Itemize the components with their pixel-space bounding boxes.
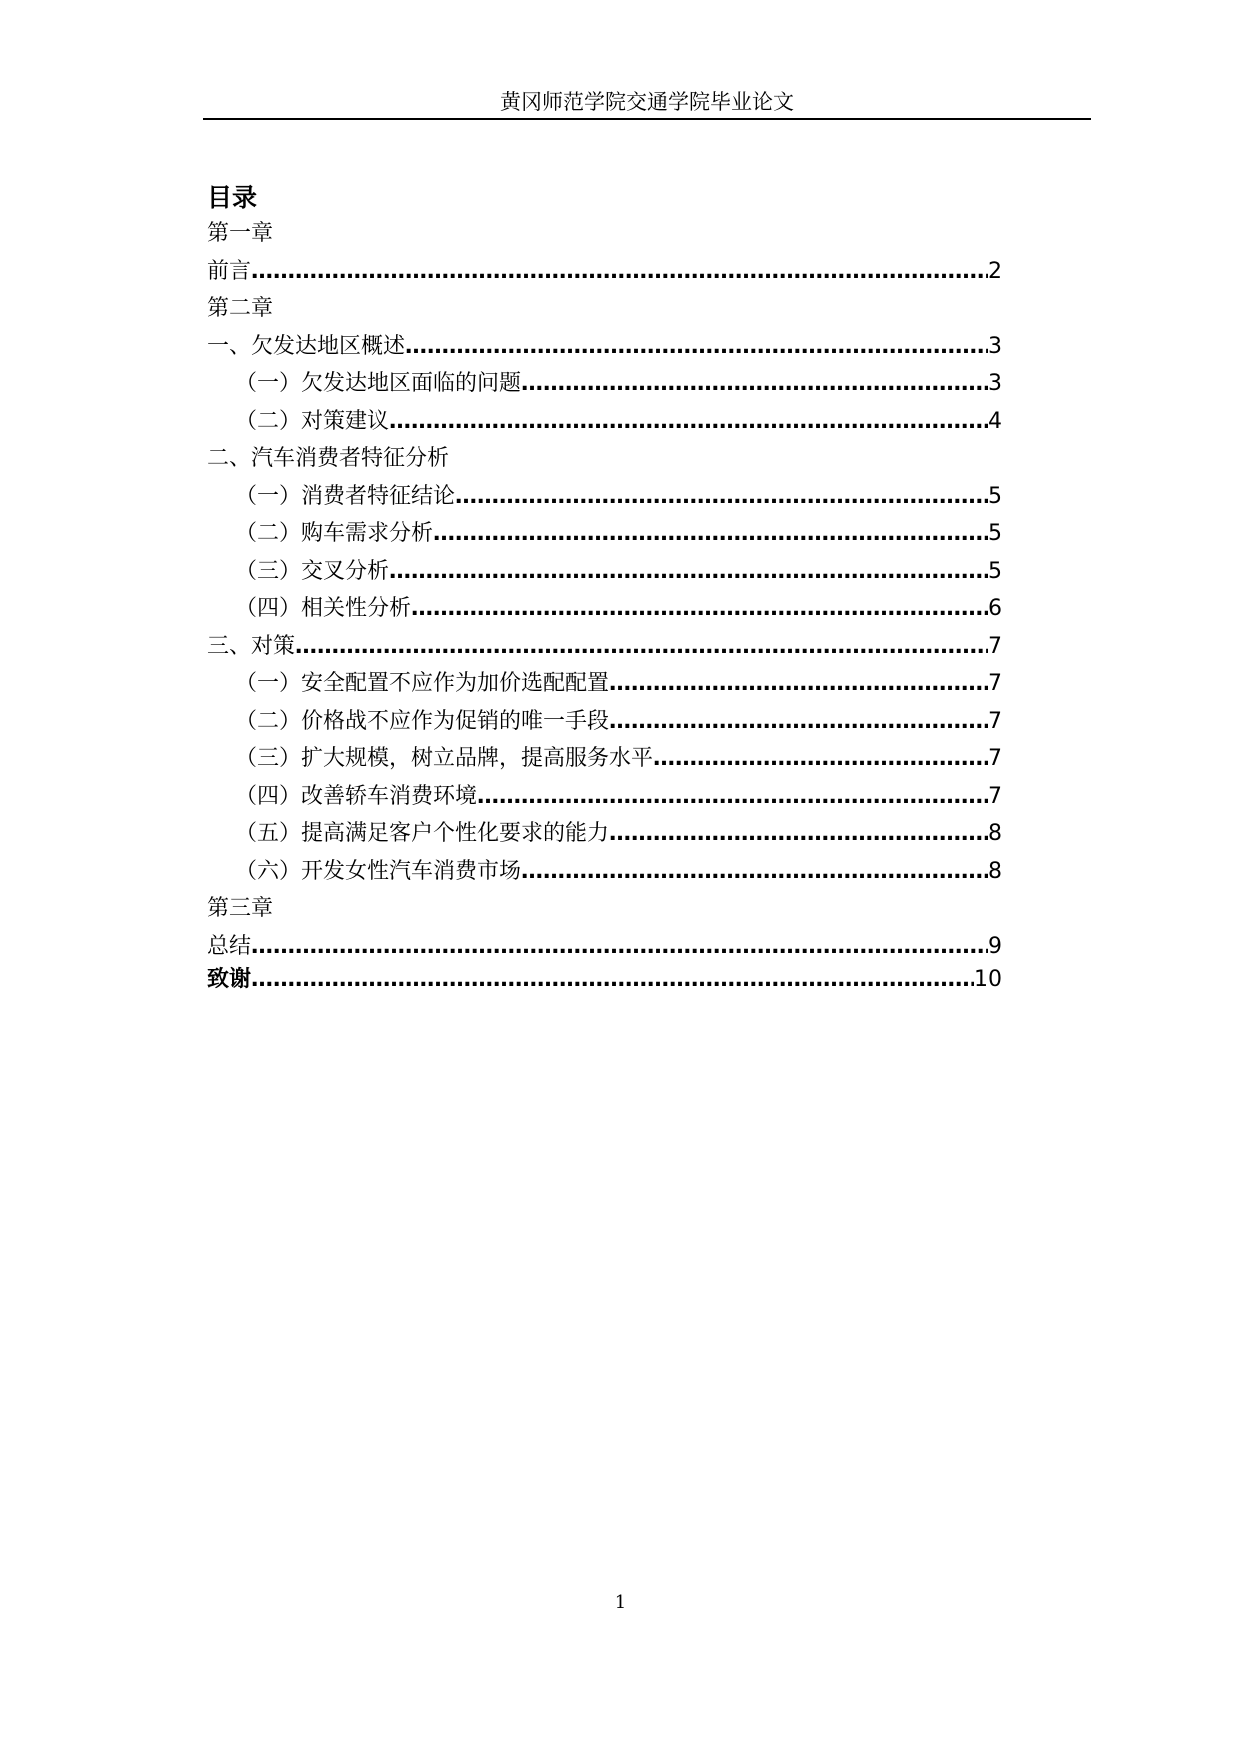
toc-entry-preface[interactable] bbox=[207, 253, 1002, 291]
toc-entry-subsection[interactable] bbox=[207, 703, 1002, 741]
toc-entry-label: （二）价格战不应作为促销的唯一手段 bbox=[235, 708, 610, 734]
toc-entry-summary[interactable] bbox=[207, 928, 1002, 966]
toc-leader-dots bbox=[521, 853, 988, 891]
toc-entry-page: 4 bbox=[988, 408, 1002, 434]
page-header-title: 黄冈师范学院交通学院毕业论文 bbox=[500, 90, 794, 114]
toc-leader-dots bbox=[653, 740, 988, 778]
toc-entry-section-3[interactable] bbox=[207, 628, 1002, 666]
toc-entry-subsection[interactable] bbox=[207, 740, 1002, 778]
toc-leader-dots bbox=[609, 703, 988, 741]
toc-entry-label: 总结 bbox=[207, 933, 252, 959]
toc-entry-label: （一）消费者特征结论 bbox=[235, 483, 456, 509]
toc-entry-page: 3 bbox=[988, 371, 1002, 396]
toc-entry-page: 7 bbox=[988, 671, 1002, 696]
toc-entry-subsection[interactable] bbox=[207, 815, 1002, 853]
toc-entry-label: （三）扩大规模，树立品牌，提高服务水平 bbox=[235, 746, 654, 771]
toc-entry-page: 3 bbox=[988, 333, 1002, 359]
toc-entry-subsection[interactable] bbox=[207, 365, 1002, 403]
toc-leader-dots bbox=[521, 365, 988, 403]
toc-entry-label: 第二章 bbox=[207, 296, 274, 321]
toc-entry-page: 6 bbox=[988, 596, 1002, 621]
toc-entry-label: （二）购车需求分析 bbox=[235, 521, 434, 546]
toc-entry-label: （四）相关性分析 bbox=[235, 596, 412, 621]
toc-leader-dots bbox=[477, 778, 988, 816]
toc-entry-page: 7 bbox=[988, 633, 1002, 659]
toc-entry-label: 前言 bbox=[207, 258, 252, 284]
toc-leader-dots bbox=[295, 628, 988, 666]
toc-entry-subsection[interactable] bbox=[207, 478, 1002, 516]
toc-entry-label: 第三章 bbox=[207, 896, 274, 921]
toc-entry-subsection[interactable] bbox=[207, 665, 1002, 703]
toc-entry-label: 三、对策 bbox=[207, 633, 296, 659]
toc-entry-section-2[interactable] bbox=[207, 440, 1002, 478]
toc-leader-dots bbox=[405, 328, 988, 366]
toc-leader-dots bbox=[433, 515, 988, 553]
toc-entry-label: 二、汽车消费者特征分析 bbox=[207, 446, 450, 471]
toc-leader-dots bbox=[389, 553, 988, 591]
toc-leader-dots bbox=[251, 928, 988, 966]
toc-entry-page: 8 bbox=[988, 858, 1002, 884]
toc-entry-page: 10 bbox=[974, 967, 1002, 992]
toc-entry-subsection[interactable] bbox=[207, 778, 1002, 816]
toc-entry-section-1[interactable] bbox=[207, 328, 1002, 366]
toc-leader-dots bbox=[251, 965, 974, 995]
toc-entry-label: 第一章 bbox=[207, 221, 274, 246]
page-number: 1 bbox=[614, 1592, 627, 1613]
toc-entry-label: （二）对策建议 bbox=[235, 408, 390, 434]
header-divider bbox=[203, 118, 1091, 120]
toc-entry-page: 8 bbox=[988, 821, 1002, 846]
toc-entry-page: 7 bbox=[988, 708, 1002, 734]
toc-entry-chapter-3 bbox=[207, 890, 1002, 928]
toc-entry-subsection[interactable] bbox=[207, 853, 1002, 891]
toc-leader-dots bbox=[609, 665, 988, 703]
toc-entry-subsection[interactable] bbox=[207, 403, 1002, 441]
toc-leader-dots bbox=[455, 478, 988, 516]
toc-leader-dots bbox=[609, 815, 988, 853]
toc-entry-page: 5 bbox=[988, 521, 1002, 546]
toc-entry-label: （三）交叉分析 bbox=[235, 558, 390, 584]
toc-entry-acknowledgements[interactable] bbox=[207, 965, 1002, 995]
toc-entry-chapter-2 bbox=[207, 290, 1002, 328]
toc-entry-label: （五）提高满足客户个性化要求的能力 bbox=[235, 821, 610, 846]
toc-entry-page: 9 bbox=[988, 933, 1002, 959]
toc-entry-label: 致谢 bbox=[207, 967, 252, 992]
toc-entry-page: 2 bbox=[988, 258, 1002, 284]
toc-entry-subsection[interactable] bbox=[207, 553, 1002, 591]
toc-title: 目录 bbox=[207, 183, 258, 212]
toc-entry-label: （一）欠发达地区面临的问题 bbox=[235, 371, 522, 396]
toc-leader-dots bbox=[389, 403, 988, 441]
table-of-contents bbox=[207, 181, 1002, 995]
toc-entry-subsection[interactable] bbox=[207, 590, 1002, 628]
toc-entry-page: 5 bbox=[988, 558, 1002, 584]
toc-entry-label: （四）改善轿车消费环境 bbox=[235, 783, 478, 809]
toc-entry-chapter-1 bbox=[207, 215, 1002, 253]
toc-leader-dots bbox=[251, 253, 988, 291]
toc-entry-label: （六）开发女性汽车消费市场 bbox=[235, 858, 522, 884]
toc-entry-page: 5 bbox=[988, 483, 1002, 509]
toc-entry-subsection[interactable] bbox=[207, 515, 1002, 553]
toc-entry-page: 7 bbox=[988, 783, 1002, 809]
toc-leader-dots bbox=[411, 590, 988, 628]
toc-entry-label: （一）安全配置不应作为加价选配配置 bbox=[235, 671, 610, 696]
toc-entry-page: 7 bbox=[988, 746, 1002, 771]
toc-entry-label: 一、欠发达地区概述 bbox=[207, 333, 406, 359]
